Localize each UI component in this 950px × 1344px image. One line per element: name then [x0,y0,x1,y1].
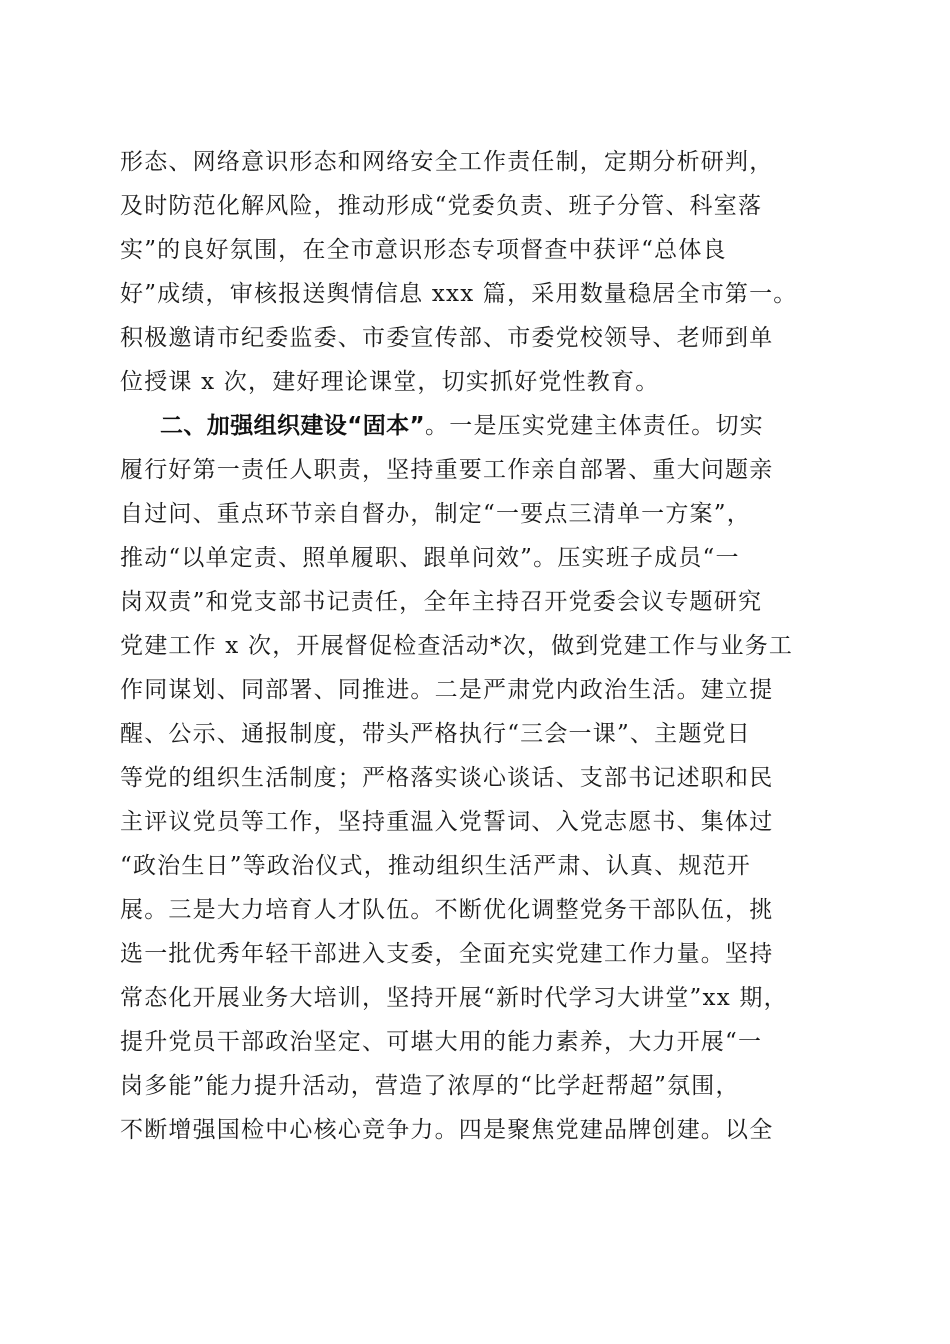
text-line: “政治生日”等政治仪式，推动组织生活严肃、认真、规范开 [120,853,751,879]
text-line: 推动“以单定责、照单履职、跟单问效”。压实班子成员“一 [120,545,740,571]
section-2-first-line [120,404,832,448]
text-line: 选一批优秀年轻干部进入支委，全面充实党建工作力量。坚持 [120,941,774,967]
text-line: 提升党员干部政治坚定、可堪大用的能力素养，大力开展“一 [120,1029,763,1055]
text-line: 岗双责”和党支部书记责任，全年主持召开党委会议专题研究 [120,589,763,615]
text-line: 作同谋划、同部署、同推进。二是严肃党内政治生活。建立提 [120,677,774,703]
text-line: 实”的良好氛围，在全市意识形态专项督查中获评“总体良 [120,237,727,263]
section-2-heading: 二、加强组织建设“固本” [160,413,426,439]
text-line: 等党的组织生活制度；严格落实谈心谈话、支部书记述职和民 [120,765,774,791]
text-line: 不断增强国检中心核心竞争力。四是聚焦党建品牌创建。以全 [120,1117,774,1143]
text-line: 常态化开展业务大培训，坚持开展“新时代学习大讲堂”xx 期， [120,985,788,1011]
text-line: 位授课 x 次，建好理论课堂，切实抓好党性教育。 [120,369,660,395]
text-line: 主评议党员等工作，坚持重温入党誓词、入党志愿书、集体过 [120,809,774,835]
text-line: 及时防范化解风险，推动形成“党委负责、班子分管、科室落 [120,193,763,219]
text-line: 履行好第一责任人职责，坚持重要工作亲自部署、重大问题亲 [120,457,774,483]
text-line: 岗多能”能力提升活动，营造了浓厚的“比学赶帮超”氛围， [120,1073,740,1099]
text-line: 醒、公示、通报制度，带头严格执行“三会一课”、主题党日 [120,721,751,747]
text-line: 展。三是大力培育人才队伍。不断优化调整党务干部队伍，挑 [120,897,774,923]
text-line: 自过问、重点环节亲自督办，制定“一要点三清单一方案”， [120,501,751,527]
section-2-first-line-text: 。一是压实党建主体责任。切实 [425,413,764,439]
text-line: 积极邀请市纪委监委、市委宣传部、市委党校领导、老师到单 [120,325,774,351]
text-line: 党建工作 x 次，开展督促检查活动*次，做到党建工作与业务工 [120,633,794,659]
body-text [120,140,832,1152]
text-line: 形态、网络意识形态和网络安全工作责任制，定期分析研判， [120,149,774,175]
text-line: 好”成绩，审核报送舆情信息 xxx 篇，采用数量稳居全市第一。 [120,281,798,307]
